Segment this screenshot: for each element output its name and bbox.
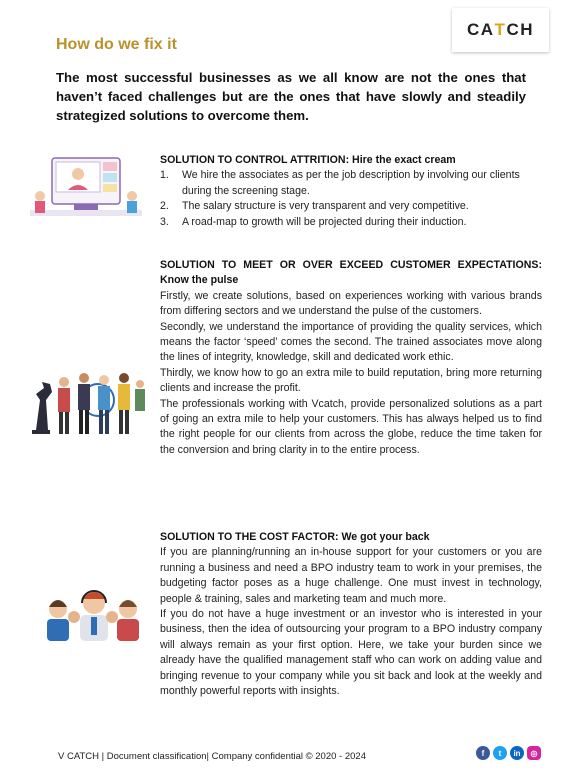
section-cost-heading: SOLUTION TO THE COST FACTOR: We got your back: [160, 531, 430, 543]
team-chess-illustration: [28, 360, 148, 442]
expectations-paragraph: Firstly, we create solutions, based on experiences working with various brands from differing sectors and we understand the pulse of the customers.: [160, 289, 542, 318]
section-customer-expectations: [160, 258, 542, 458]
footer-text: V CATCH | Document classification| Company confidential © 2020 - 2024: [58, 751, 366, 762]
intro-paragraph: The most successful businesses as we all know are not the ones that haven’t faced challenges but are the ones that have slowly and steadily strategized solutions to overcome them.: [56, 70, 526, 123]
expectations-paragraph: The professionals working with Vcatch, provide personalized solutions as a part of going an extra mile to help your customers. This has always helped us to find the right people for our clients from across the globe, reduce the time taken for the conversion and bring clarity in to the entire process.: [160, 397, 542, 456]
logo-text-start: CA: [466, 20, 495, 39]
facebook-icon[interactable]: f: [476, 746, 490, 760]
catch-logo: [452, 8, 549, 52]
page-title: How do we fix it: [56, 36, 177, 53]
list-item: 3. A road-map to growth will be projected during their induction.: [160, 215, 467, 228]
support-agents-illustration: [38, 583, 150, 645]
instagram-icon[interactable]: ◎: [527, 746, 541, 760]
expectations-paragraph: Thirdly, we know how to go an extra mile to build reputation, bring more returning clients and increase the profit.: [160, 366, 542, 395]
section-attrition: [160, 153, 542, 230]
cost-paragraph: If you are planning/running an in-house support for your customers or you are running a business and need a BPO industry team to work in your premises, the budgeting factor poses as a huge challenge. One must invest in technology, people & training, sales and marketing team and much more.: [160, 546, 542, 605]
logo-text-end: CH: [506, 20, 534, 39]
twitter-icon[interactable]: t: [493, 746, 507, 760]
video-call-illustration: [30, 150, 142, 226]
section-cost-factor: [160, 530, 542, 699]
social-links: [476, 746, 541, 760]
list-item: 1. We hire the associates as per the job description by involving our clients during the screening stage.: [160, 169, 520, 197]
expectations-paragraph: Secondly, we understand the importance of providing the quality services, which means the factor ‘speed’ comes the second. The trained associates move along the lines of integrity, knowledge, skill and dedicated work ethic.: [160, 320, 542, 364]
attrition-list: [160, 168, 542, 230]
section-attrition-heading: SOLUTION TO CONTROL ATTRITION: Hire the exact cream: [160, 154, 456, 166]
list-item: 2. The salary structure is very transparent and very competitive.: [160, 200, 469, 213]
section-expectations-heading: SOLUTION TO MEET OR OVER EXCEED CUSTOMER EXPECTATIONS: Know the pulse: [160, 259, 542, 287]
linkedin-icon[interactable]: in: [510, 746, 524, 760]
cost-paragraph: If you do not have a huge investment or an investor who is interested in your business, then the idea of outsourcing your program to a BPO industry company will always remain as your first option. Here, we take your burden since we already have the qualified management staff who can work on adding value and bringing revenue to your company while you sit back and look at the weekly and monthly powerful reports with insights.: [160, 608, 542, 698]
logo-text-accent: T: [494, 20, 507, 39]
